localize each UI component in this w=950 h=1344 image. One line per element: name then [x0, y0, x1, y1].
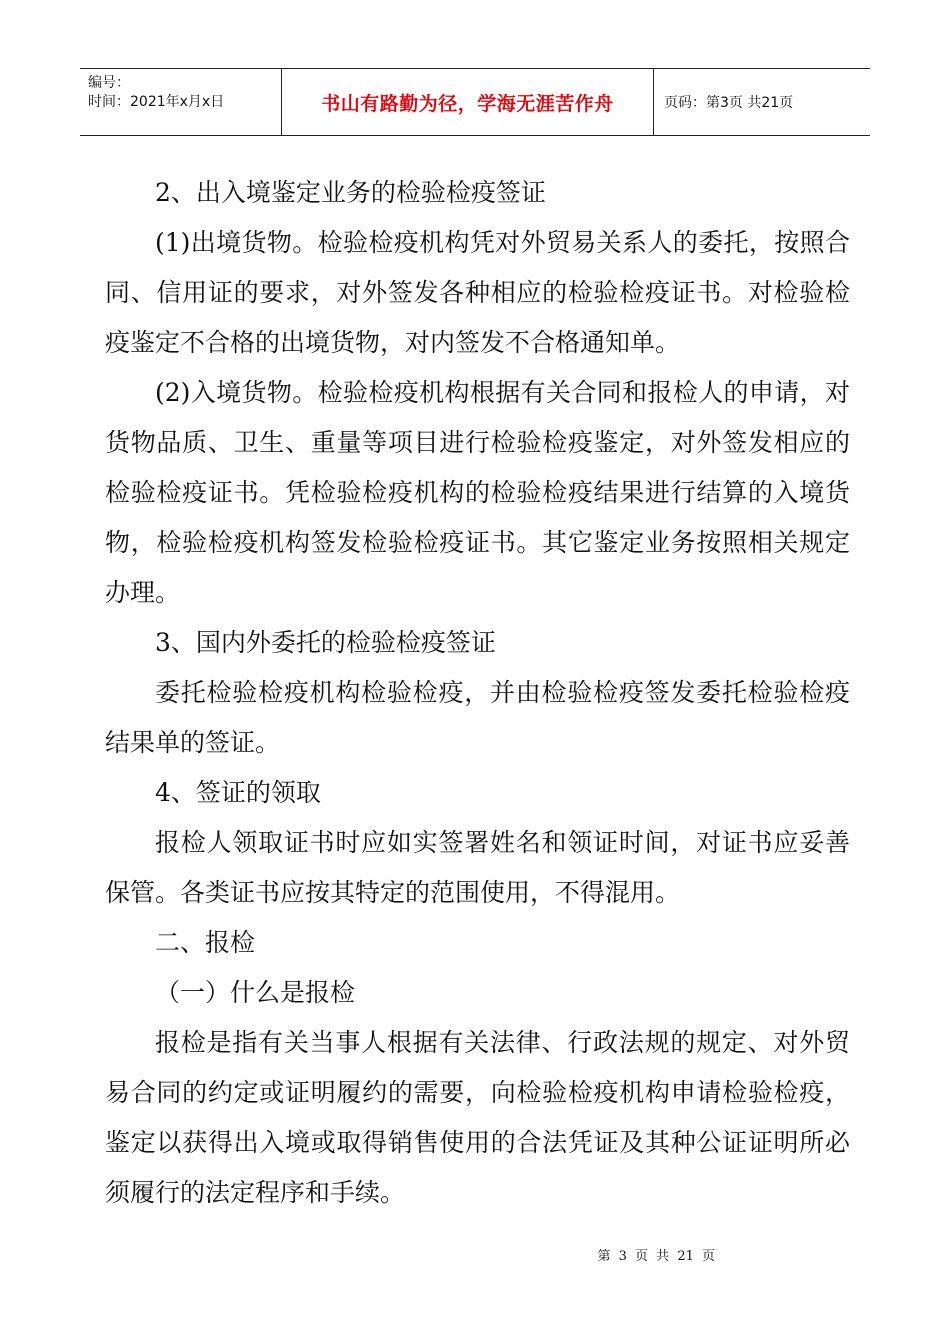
paragraph: (1)出境货物。检验检疫机构凭对外贸易关系人的委托，按照合同、信用证的要求，对外签发各种相应的检验检疫证书。对检验检疫鉴定不合格的出境货物，对内签发不合格通知单。	[105, 228, 850, 357]
section-heading: 二、报检	[155, 928, 256, 957]
document-number-label: 编号：	[88, 75, 130, 91]
paragraph: 委托检验检疫机构检验检疫，并由检验检疫签发委托检验检疫结果单的签证。	[105, 678, 850, 757]
document-body	[105, 168, 850, 1218]
paragraph: 4、签证的领取	[155, 778, 321, 807]
paragraph: 3、国内外委托的检验检疫签证	[155, 628, 496, 657]
paragraph: 报检是指有关当事人根据有关法律、行政法规的规定、对外贸易合同的约定或证明履约的需要，向检验检疫机构申请检验检疫，鉴定以获得出入境或取得销售使用的合法凭证及其种公证证明所必须履行的法定程序和手续。	[105, 1028, 850, 1207]
header-meta-cell	[80, 69, 282, 135]
subsection-heading: （一）什么是报检	[155, 978, 356, 1007]
header-motto: 书山有路勤为径，学海无涯苦作舟	[282, 69, 654, 135]
paragraph: 2、出入境鉴定业务的检验检疫签证	[155, 178, 546, 207]
paragraph: 报检人领取证书时应如实签署姓名和领证时间，对证书应妥善保管。各类证书应按其特定的范围使用，不得混用。	[105, 828, 850, 907]
document-date-label: 时间：2021年x月x日	[88, 94, 225, 110]
page-footer: 第 3 页 共 21 页	[597, 1249, 715, 1264]
header-page-info: 页码：第3页 共21页	[664, 95, 794, 111]
paragraph: (2)入境货物。检验检疫机构根据有关合同和报检人的申请，对货物品质、卫生、重量等项目进行检验检疫鉴定，对外签发相应的检验检疫证书。凭检验检疫机构的检验检疫结果进行结算的入境货物，检验检疫机构签发检验检疫证书。其它鉴定业务按照相关规定办理。	[105, 378, 850, 607]
page-header	[80, 68, 870, 136]
